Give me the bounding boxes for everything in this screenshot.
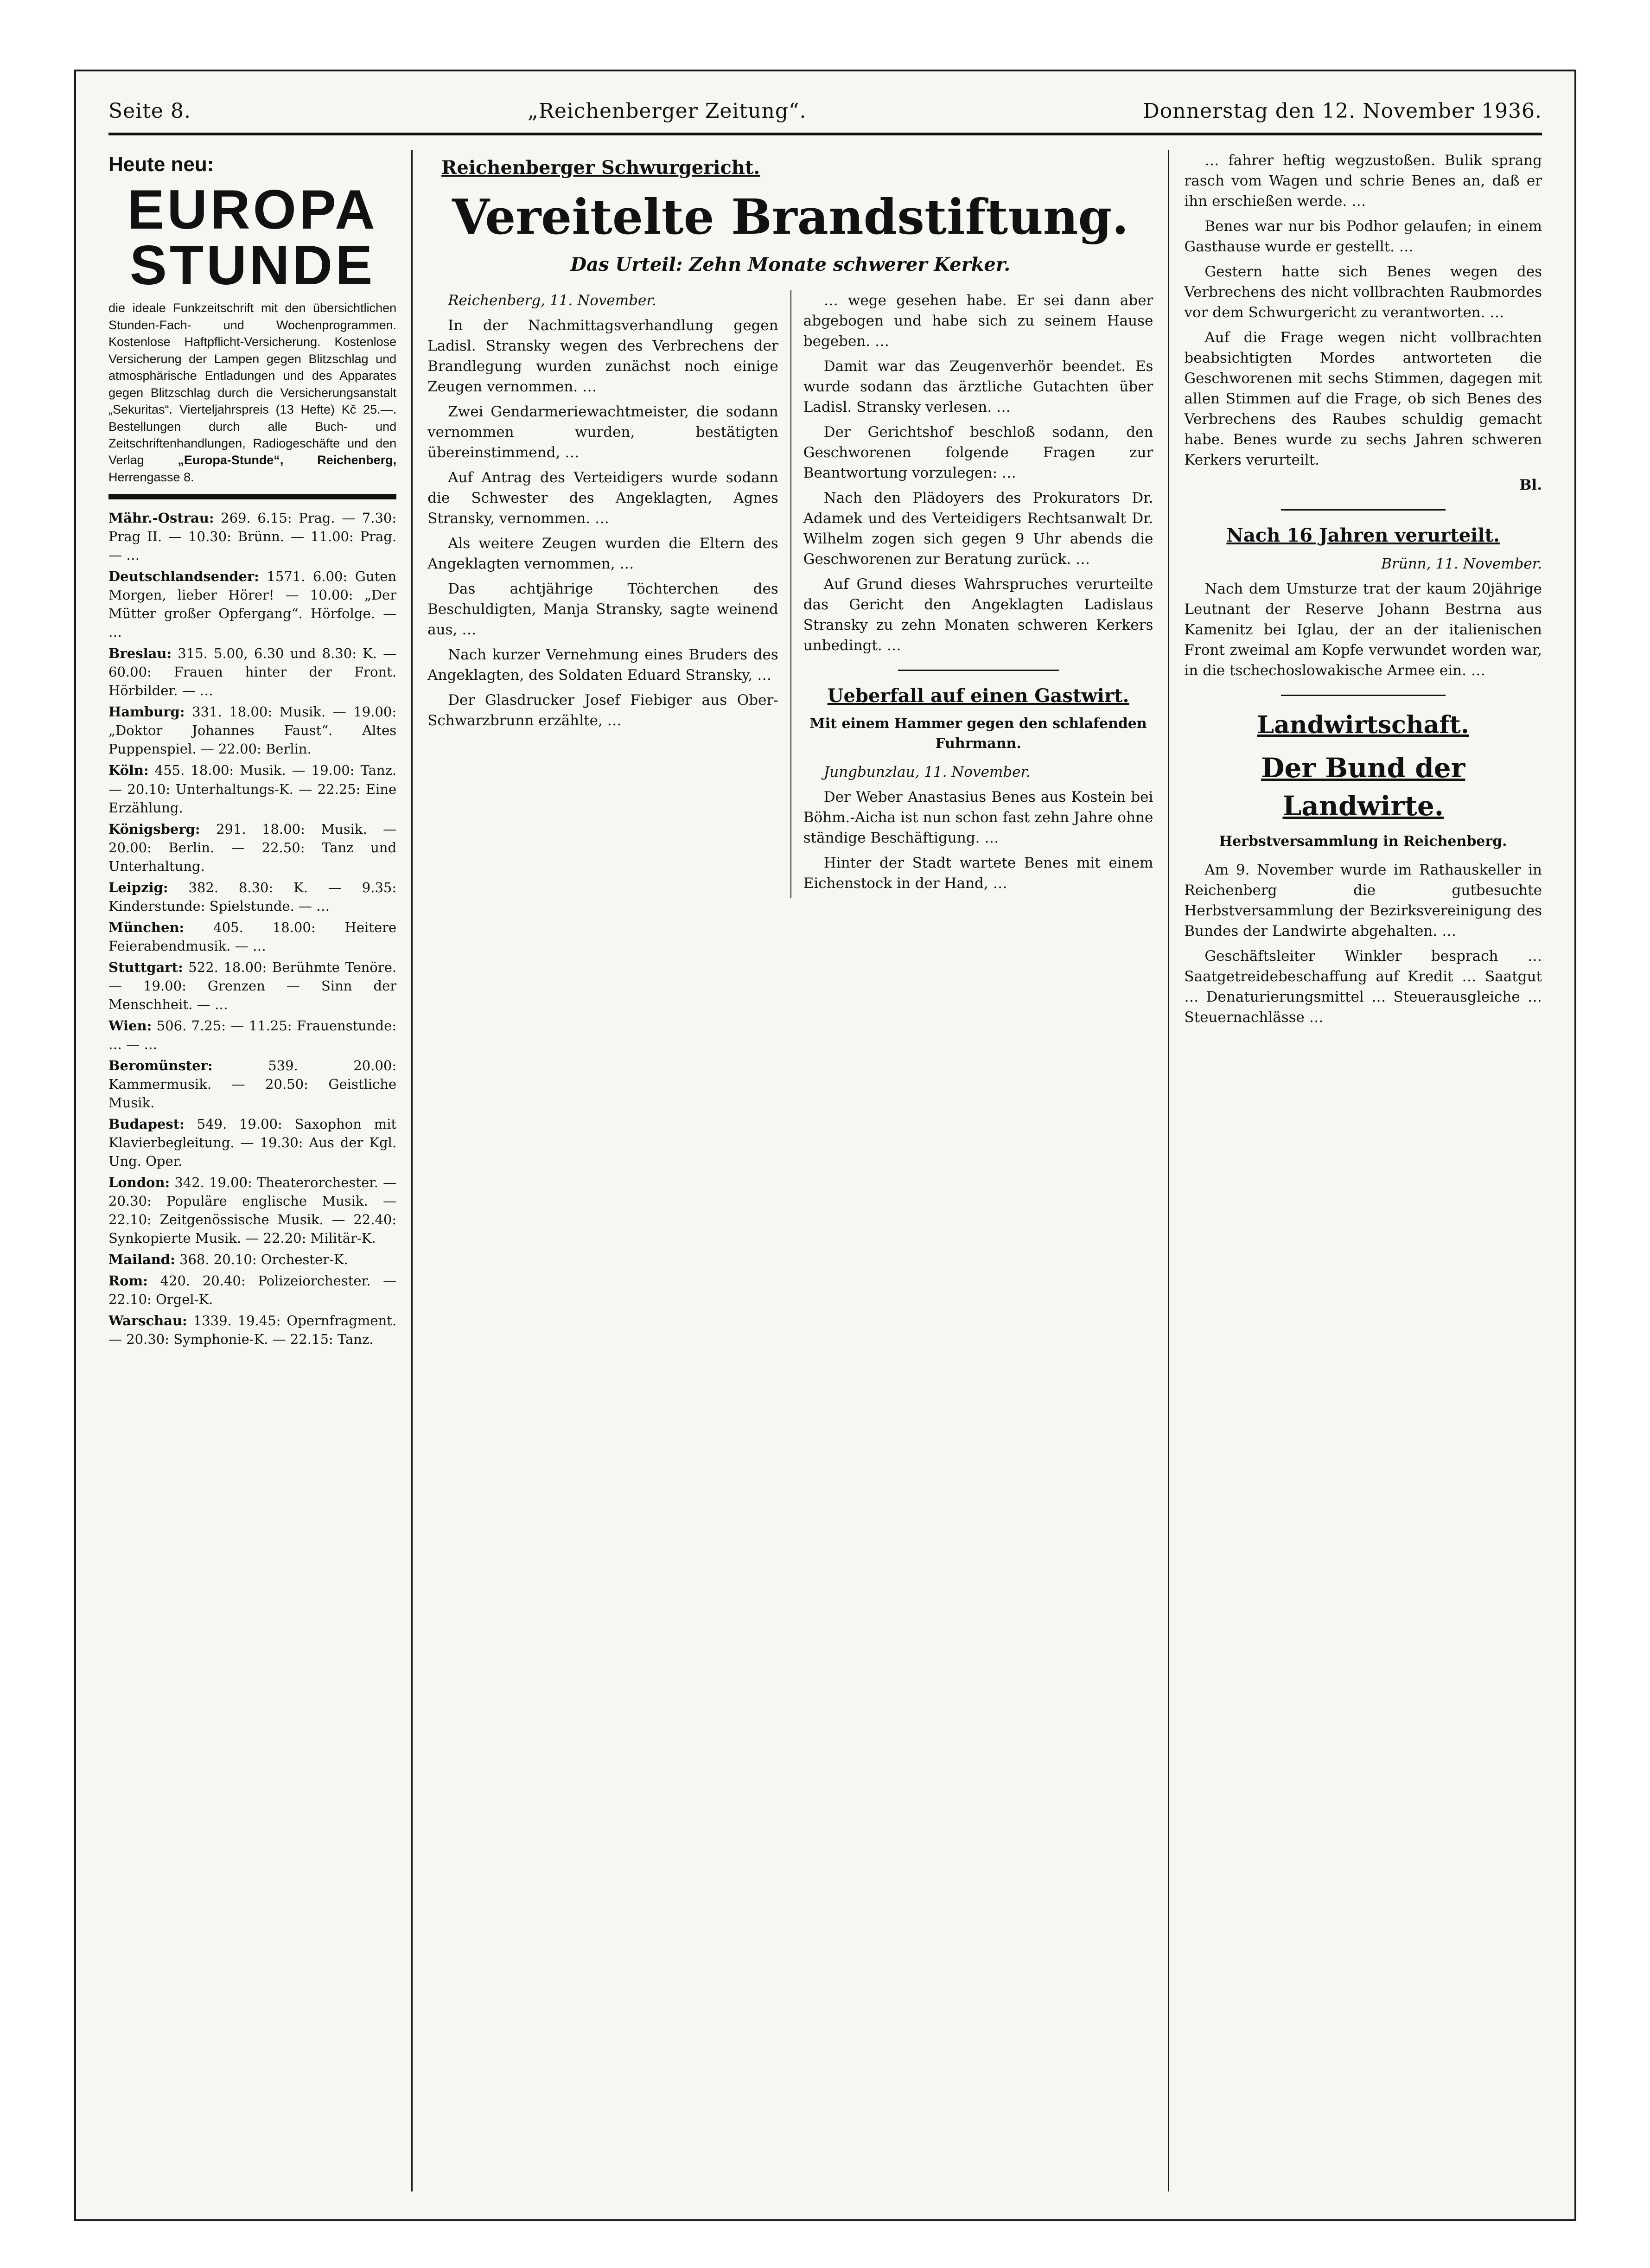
paragraph: Auf Grund dieses Wahrspruches verurteilte das Gericht den Angeklagten Ladislaus Stransky zu zehn Monaten schweren Kerkers unbedingt. … bbox=[803, 576, 1153, 654]
raid-continuation bbox=[1184, 150, 1542, 470]
court-subhead: Das Urteil: Zehn Monate schwerer Kerker. bbox=[570, 254, 1011, 276]
ad-body-text: die ideale Funkzeitschrift mit den übersichtlichen Stunden-Fach- und Wochenprogrammen. Kostenlose Haftpflicht-Versicherung. Kostenlose Versicherung der Lampen gegen Blitzschlag und atmosphärische Entladungen und des Apparates gegen Blitzschlag durch die Versicherungsanstalt „Sekuritas“. Vierteljahrspreis (13 Hefte) Kč 25.—. Bestellungen durch alle Buch- und Zeitschriftenhandlungen, Radiogeschäfte und den Verlag bbox=[108, 301, 397, 467]
paragraph: Hinter der Stadt wartete Benes mit einem Eichenstock in der Hand, … bbox=[803, 855, 1153, 892]
station-program: 1339. 19.45: Opernfragment. — 20.30: Symphonie-K. — 22.15: Tanz. bbox=[108, 1312, 397, 1347]
court-text-b bbox=[803, 290, 1153, 656]
station-name: London: bbox=[108, 1174, 170, 1190]
paragraph: In der Nachmittagsverhandlung gegen Ladisl. Stransky wegen des Verbrechens der Brandlegung wurden zunächst noch einige Zeugen vernommen. … bbox=[427, 317, 778, 396]
ad-publisher: „Europa-Stunde“, Reichenberg, bbox=[178, 453, 397, 467]
station-program: 269. 6.15: Prag. — 7.30: Prag II. — 10.30: Brünn. — 11.00: Prag. — … bbox=[108, 510, 397, 563]
station-name: Rom: bbox=[108, 1272, 148, 1289]
agri-text bbox=[1184, 860, 1542, 1028]
court-subcolumns bbox=[427, 290, 1153, 898]
station-name: Wien: bbox=[108, 1017, 152, 1034]
radio-station-entry bbox=[108, 1016, 396, 1054]
station-program: 331. 18.00: Musik. — 19.00: „Doktor Johannes Faust“. Altes Puppenspiel. — 22.00: Berlin. bbox=[108, 704, 397, 757]
ad-address: Herrengasse 8. bbox=[108, 470, 194, 484]
paragraph: Auf Antrag des Verteidigers wurde sodann die Schwester des Angeklagten, Agnes Stransky, vernommen. … bbox=[427, 469, 778, 527]
station-name: Leipzig: bbox=[108, 879, 168, 895]
ad-body bbox=[108, 300, 396, 486]
station-name: Königsberg: bbox=[108, 821, 200, 837]
paragraph: Gestern hatte sich Benes wegen des Verbrechens des nicht vollbrachten Raubmordes vor dem Schwurgericht zu verantworten. … bbox=[1184, 263, 1542, 321]
station-name: Breslau: bbox=[108, 645, 172, 662]
paragraph: Geschäftsleiter Winkler besprach … Saatgetreidebeschaffung auf Kredit … Saatgut … Denaturierungsmittel … Steuerausgleiche … Steuernachlässe … bbox=[1184, 948, 1542, 1026]
header-rule bbox=[108, 133, 1542, 135]
station-program: 1571. 6.00: Guten Morgen, lieber Hörer! — 10.00: „Der Mütter großer Opfergang“. Hörfolge. — … bbox=[108, 569, 397, 640]
court-subcolumn-a bbox=[427, 290, 790, 898]
raid-headline: Ueberfall auf einen Gastwirt. bbox=[827, 685, 1129, 707]
station-name: Warschau: bbox=[108, 1312, 187, 1329]
station-program: 291. 18.00: Musik. — 20.00: Berlin. — 22.50: Tanz und Unterhaltung. bbox=[108, 821, 397, 874]
radio-station-entry bbox=[108, 1173, 396, 1247]
paragraph: Der Glasdrucker Josef Fiebiger aus Ober-Schwarzbrunn erzählte, … bbox=[427, 692, 778, 729]
station-program: 522. 18.00: Berühmte Tenöre. — 19.00: Grenzen — Sinn der Menschheit. — … bbox=[108, 959, 397, 1012]
radio-station-entry bbox=[108, 1056, 396, 1112]
station-program: 382. 8.30: K. — 9.35: Kinderstunde: Spielstunde. — … bbox=[108, 879, 397, 914]
paragraph: Nach kurzer Vernehmung eines Bruders des Angeklagten, des Soldaten Eduard Stransky, … bbox=[427, 646, 778, 684]
station-program: 455. 18.00: Musik. — 19.00: Tanz. — 20.10: Unterhaltungs-K. — 22.25: Eine Erzählung. bbox=[108, 762, 397, 816]
station-program: 368. 20.10: Orchester-K. bbox=[179, 1251, 348, 1267]
column-right bbox=[1168, 150, 1542, 2191]
radio-station-entry bbox=[108, 644, 396, 700]
paragraph: Nach den Plädoyers des Prokurators Dr. Adamek und des Verteidigers Rechtsanwalt Dr. Wilhelm zogen sich gegen 9 Uhr abends die Geschworenen zur Beratung zurück. … bbox=[803, 490, 1153, 568]
station-name: Beromünster: bbox=[108, 1057, 213, 1073]
paragraph: … wege gesehen habe. Er sei dann aber abgebogen und habe sich zu seinem Hause begeben. … bbox=[803, 292, 1153, 350]
agri-subhead: Herbstversammlung in Reichenberg. bbox=[1219, 833, 1507, 850]
sentence-dateline: Brünn, 11. November. bbox=[1381, 556, 1542, 573]
newspaper-name: „Reichenberger Zeitung“. bbox=[527, 99, 807, 123]
sentence-headline: Nach 16 Jahren verurteilt. bbox=[1226, 524, 1500, 547]
radio-station-entry bbox=[108, 1250, 396, 1269]
issue-date: Donnerstag den 12. November 1936. bbox=[1143, 99, 1542, 123]
raid-text bbox=[803, 787, 1153, 894]
station-name: Mähr.-Ostrau: bbox=[108, 510, 214, 526]
article-separator bbox=[898, 670, 1059, 671]
paragraph: Benes war nur bis Podhor gelaufen; in einem Gasthause wurde er gestellt. … bbox=[1184, 218, 1542, 256]
radio-program-list bbox=[108, 509, 396, 1348]
raid-subhead: Mit einem Hammer gegen den schlafenden Fuhrmann. bbox=[809, 716, 1147, 752]
agri-headline: Der Bund der Landwirte. bbox=[1261, 752, 1465, 822]
station-name: Mailand: bbox=[108, 1251, 175, 1267]
column-grid bbox=[108, 150, 1542, 2191]
column-court bbox=[411, 150, 1168, 2191]
court-subcolumn-b bbox=[790, 290, 1153, 898]
radio-station-entry bbox=[108, 567, 396, 641]
radio-station-entry bbox=[108, 1311, 396, 1348]
radio-station-entry bbox=[108, 703, 396, 758]
paragraph: Das achtjährige Töchterchen des Beschuldigten, Manja Stransky, sagte weinend aus, … bbox=[427, 581, 778, 639]
article-separator bbox=[1281, 695, 1446, 696]
paragraph: Damit war das Zeugenverhör beendet. Es wurde sodann das ärztliche Gutachten über Ladisl. Stransky verlesen. … bbox=[803, 358, 1153, 416]
advertisement-europa-stunde bbox=[108, 150, 396, 499]
station-name: Köln: bbox=[108, 762, 149, 779]
radio-station-entry bbox=[108, 1271, 396, 1309]
station-name: Budapest: bbox=[108, 1116, 185, 1132]
raid-dateline: Jungbunzlau, 11. November. bbox=[823, 764, 1031, 781]
station-program: 539. 20.00: Kammermusik. — 20.50: Geistliche Musik. bbox=[108, 1057, 397, 1111]
court-headline: Vereitelte Brandstiftung. bbox=[452, 188, 1129, 245]
raid-signature: Bl. bbox=[1519, 477, 1542, 494]
station-name: Hamburg: bbox=[108, 704, 185, 720]
station-program: 315. 5.00, 6.30 und 8.30: K. — 60.00: Frauen hinter der Front. Hörbilder. — … bbox=[108, 645, 397, 699]
station-program: 549. 19.00: Saxophon mit Klavierbegleitung. — 19.30: Aus der Kgl. Ung. Oper. bbox=[108, 1116, 397, 1169]
agri-section-title: Landwirtschaft. bbox=[1257, 711, 1469, 740]
paragraph: Nach dem Umsturze trat der kaum 20jährige Leutnant der Reserve Johann Bestrna aus Kamenitz bei Iglau, der an der italienischen Front zweimal am Kopfe verwundet worden war, in die tschechoslowakische Armee ein. … bbox=[1184, 581, 1542, 679]
radio-station-entry bbox=[108, 958, 396, 1014]
ad-title-line-2: STUNDE bbox=[129, 234, 376, 297]
running-head bbox=[108, 90, 1542, 132]
station-name: Deutschlandsender: bbox=[108, 569, 259, 585]
radio-station-entry bbox=[108, 1115, 396, 1170]
paragraph: Der Weber Anastasius Benes aus Kostein bei Böhm.-Aicha ist nun schon fast zehn Jahre ohne ständige Beschäftigung. … bbox=[803, 789, 1153, 847]
radio-station-entry bbox=[108, 761, 396, 817]
court-text-a bbox=[427, 315, 778, 731]
article-separator bbox=[1281, 509, 1446, 511]
station-name: München: bbox=[108, 919, 185, 935]
radio-station-entry bbox=[108, 509, 396, 564]
station-name: Stuttgart: bbox=[108, 959, 183, 975]
ad-kicker: Heute neu: bbox=[108, 153, 214, 176]
radio-station-entry bbox=[108, 820, 396, 875]
ad-title-line-1: EUROPA bbox=[127, 179, 378, 241]
station-program: 420. 20.40: Polizeiorchester. — 22.10: Orgel-K. bbox=[108, 1272, 397, 1307]
radio-station-entry bbox=[108, 878, 396, 915]
court-dateline: Reichenberg, 11. November. bbox=[448, 292, 656, 309]
radio-station-entry bbox=[108, 918, 396, 955]
page-number: Seite 8. bbox=[108, 99, 191, 123]
paragraph: Am 9. November wurde im Rathauskeller in Reichenberg die gutbesuchte Herbstversammlung der Bezirksvereinigung des Bundes der Landwirte abgehalten. … bbox=[1184, 862, 1542, 940]
paragraph: Der Gerichtshof beschloß sodann, den Geschworenen folgende Fragen zur Beantwortung vorzulegen: … bbox=[803, 424, 1153, 482]
sentence-text bbox=[1184, 579, 1542, 681]
column-radio bbox=[108, 150, 411, 2191]
paragraph: … fahrer heftig wegzustoßen. Bulik sprang rasch vom Wagen und schrie Benes an, daß er ihn erschießen werde. … bbox=[1184, 152, 1542, 210]
ad-rule bbox=[108, 494, 396, 499]
station-program: 506. 7.25: — 11.25: Frauenstunde: … — … bbox=[108, 1017, 397, 1052]
court-kicker: Reichenberger Schwurgericht. bbox=[441, 157, 760, 179]
paragraph: Als weitere Zeugen wurden die Eltern des Angeklagten vernommen, … bbox=[427, 535, 778, 573]
paragraph: Zwei Gendarmeriewachtmeister, die sodann vernommen wurden, bestätigten übereinstimmend, … bbox=[427, 403, 778, 461]
station-program: 405. 18.00: Heitere Feierabendmusik. — … bbox=[108, 919, 397, 954]
paragraph: Auf die Frage wegen nicht vollbrachten beabsichtigten Mordes antworteten die Geschworenen mit sechs Stimmen, dagegen mit allen Stimmen auf die Frage, ob sich Benes des Verbrechens des Raubes schuldig gemacht habe. Benes wurde zu sechs Jahren schweren Kerkers verurteilt. bbox=[1184, 329, 1542, 469]
newspaper-page bbox=[74, 70, 1576, 2221]
station-program: 342. 19.00: Theaterorchester. — 20.30: Populäre englische Musik. — 22.10: Zeitgenössische Musik. — 22.40: Synkopierte Musik. — 22.20: Militär-K. bbox=[108, 1174, 397, 1246]
